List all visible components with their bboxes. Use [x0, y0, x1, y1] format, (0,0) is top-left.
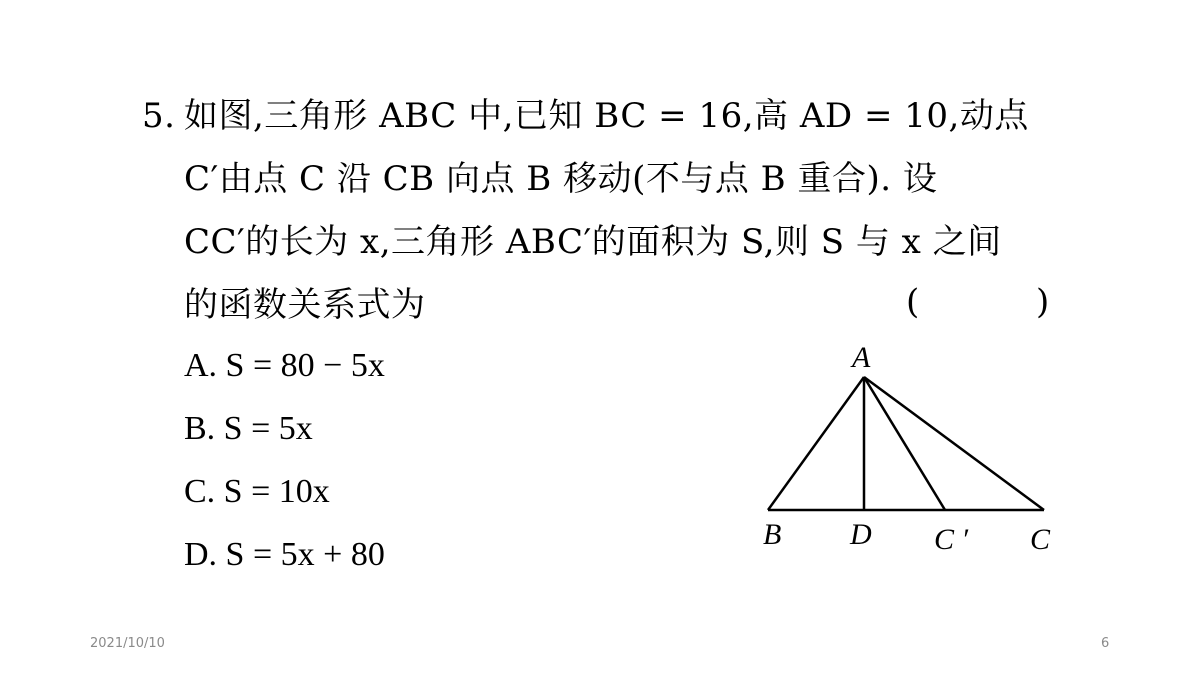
segment-ac-prime — [864, 377, 945, 510]
option-d: D. S = 5x + 80 — [184, 536, 385, 573]
footer-date: 2021/10/10 — [90, 636, 165, 651]
answer-paren-close: ) — [1036, 282, 1050, 322]
question-text-line-4: 的函数关系式为 — [184, 285, 426, 325]
question-number: 5. — [142, 96, 176, 136]
footer-page-number: 6 — [1101, 636, 1110, 651]
question-text-line-2: C′由点 C 沿 CB 向点 B 移动(不与点 B 重合). 设 — [184, 159, 938, 199]
option-a: A. S = 80 − 5x — [184, 347, 385, 384]
segment-ab — [768, 377, 864, 510]
label-a: A — [852, 341, 871, 374]
label-c-prime: C ′ — [934, 523, 969, 556]
option-c: C. S = 10x — [184, 473, 330, 510]
answer-paren-open: ( — [906, 282, 920, 322]
question-text-line-1: 如图,三角形 ABC 中,已知 BC = 16,高 AD = 10,动点 — [184, 96, 1029, 136]
segment-ac — [864, 377, 1044, 510]
question-text-line-3: CC′的长为 x,三角形 ABC′的面积为 S,则 S 与 x 之间 — [184, 222, 1002, 262]
label-b: B — [763, 518, 782, 551]
label-d: D — [850, 518, 872, 551]
label-c: C — [1030, 523, 1051, 556]
option-b: B. S = 5x — [184, 410, 313, 447]
